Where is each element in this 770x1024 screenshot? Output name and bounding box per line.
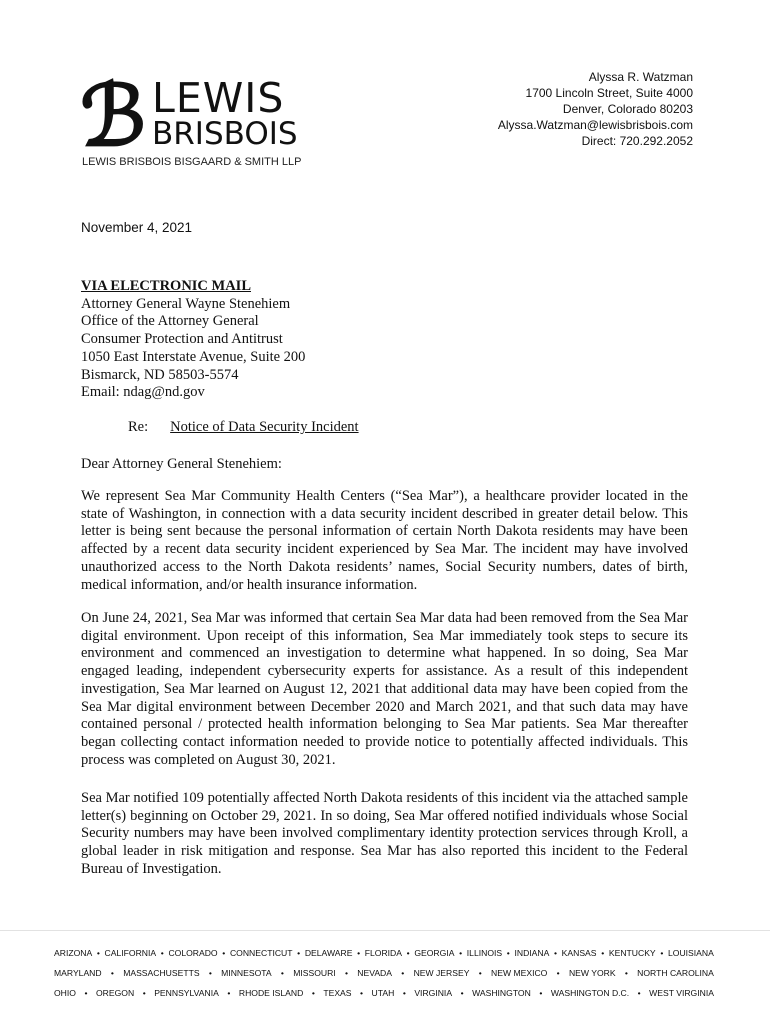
footer-separator: • xyxy=(360,988,364,998)
footer-state: NEW MEXICO xyxy=(491,968,548,978)
footer-separator: • xyxy=(227,988,231,998)
footer-separator: • xyxy=(406,948,410,958)
footer-state: INDIANA xyxy=(514,948,550,958)
footer-separator: • xyxy=(222,948,226,958)
logo-firm-name: LEWIS BRISBOIS BISGAARD & SMITH LLP xyxy=(82,156,302,168)
footer-separator: • xyxy=(556,968,560,978)
footer-state: CONNECTICUT xyxy=(229,948,293,958)
footer-separator: • xyxy=(357,948,361,958)
footer-state: CALIFORNIA xyxy=(104,948,157,958)
recipient-line: 1050 East Interstate Avenue, Suite 200 xyxy=(81,348,306,365)
footer-separator: • xyxy=(280,968,284,978)
footer-separator: • xyxy=(539,988,543,998)
recipient-email[interactable]: Email: ndag@nd.gov xyxy=(81,384,205,401)
body-paragraph: Sea Mar notified 109 potentially affected North Dakota residents of this incident via the attached sample letter(s) beginning on October 29, 2021. In so doing, Sea Mar offered notified individuals whose Social Security numbers may have been involved complimentary identity protection services through Kroll, a global leader in risk mitigation and response. Sea Mar has also reported this incident to the Federal Bureau of Investigation. xyxy=(81,790,688,877)
footer-separator: • xyxy=(601,948,605,958)
footer-separator: • xyxy=(660,948,664,958)
recipient-line: Attorney General Wayne Stenehiem xyxy=(81,295,291,312)
footer-state: WASHINGTON xyxy=(472,988,531,998)
footer-line-3 xyxy=(54,988,714,998)
footer-separator: • xyxy=(84,988,88,998)
sender-street: 1700 Lincoln Street, Suite 4000 xyxy=(525,86,693,100)
sender-name: Alyssa R. Watzman xyxy=(588,70,693,84)
footer-state: MINNESOTA xyxy=(221,968,272,978)
recipient-block xyxy=(81,278,305,402)
letter-date: November 4, 2021 xyxy=(81,220,193,235)
footer-state: ARIZONA xyxy=(54,948,93,958)
footer-separator: • xyxy=(297,948,301,958)
footer-state: NEVADA xyxy=(357,968,392,978)
sender-block xyxy=(498,69,693,149)
recipient-line: Consumer Protection and Antitrust xyxy=(81,331,283,348)
footer-state: KENTUCKY xyxy=(608,948,656,958)
footer-separator: • xyxy=(208,968,212,978)
sender-city: Denver, Colorado 80203 xyxy=(562,102,693,116)
footer-separator: • xyxy=(506,948,510,958)
footer-separator: • xyxy=(460,988,464,998)
footer-separator: • xyxy=(402,988,406,998)
footer-state: ILLINOIS xyxy=(466,948,503,958)
body-paragraph: On June 24, 2021, Sea Mar was informed that certain Sea Mar data had been removed from the Sea Mar digital environment. Upon receipt of this information, Sea Mar immediately took steps to secure its environment and commenced an investigation to determine what happened. In so doing, Sea Mar engaged leading, independent cybersecurity experts for assistance. As a result of this independent investigation, Sea Mar learned on August 12, 2021 that additional data may have been copied from the Sea Mar digital environment between December 2020 and March 2021, and that such data may have contained personal / protected health information belonging to Sea Mar patients. Sea Mar thereafter began collecting contact information needed to provide notice to potentially affected individuals. This process was completed on August 30, 2021. xyxy=(81,610,688,768)
footer-state: PENNSYLVANIA xyxy=(154,988,219,998)
footer-state: NEW JERSEY xyxy=(413,968,470,978)
footer-state: GEORGIA xyxy=(414,948,455,958)
footer-state: UTAH xyxy=(371,988,395,998)
footer-state: LOUISIANA xyxy=(667,948,714,958)
logo-name-brisbois: BRISBOIS xyxy=(152,116,298,152)
footer-state: MASSACHUSETTS xyxy=(123,968,200,978)
delivery-method: VIA ELECTRONIC MAIL xyxy=(81,278,251,294)
footer-state: VIRGINIA xyxy=(414,988,453,998)
footer-separator: • xyxy=(624,968,628,978)
footer-state: WEST VIRGINIA xyxy=(649,988,714,998)
subject-line xyxy=(128,419,359,436)
footer-line-1 xyxy=(54,948,714,958)
footer-separator: • xyxy=(401,968,405,978)
footer-separator: • xyxy=(142,988,146,998)
footer-state: MARYLAND xyxy=(54,968,102,978)
footer-state: KANSAS xyxy=(561,948,597,958)
footer-separator: • xyxy=(311,988,315,998)
footer-separator: • xyxy=(96,948,100,958)
footer-state: NEW YORK xyxy=(568,968,616,978)
salutation: Dear Attorney General Stenehiem: xyxy=(81,456,282,472)
footer-separator: • xyxy=(478,968,482,978)
footer-state: TEXAS xyxy=(323,988,352,998)
footer-state: MISSOURI xyxy=(293,968,336,978)
footer-line-2 xyxy=(54,968,714,978)
footer-state: FLORIDA xyxy=(364,948,402,958)
footer-state: OREGON xyxy=(95,988,135,998)
footer-state: WASHINGTON D.C. xyxy=(550,988,630,998)
sender-direct: Direct: 720.292.2052 xyxy=(581,134,693,148)
footer-separator: • xyxy=(637,988,641,998)
sender-email[interactable]: Alyssa.Watzman@lewisbrisbois.com xyxy=(497,118,693,132)
footer-state: RHODE ISLAND xyxy=(238,988,304,998)
footer-state: DELAWARE xyxy=(304,948,353,958)
footer-state: COLORADO xyxy=(168,948,218,958)
footer-separator: • xyxy=(160,948,164,958)
logo-name-lewis: LEWIS xyxy=(152,74,285,122)
footer-state: OHIO xyxy=(54,988,76,998)
footer-separator: • xyxy=(344,968,348,978)
footer-separator: • xyxy=(459,948,463,958)
recipient-line: Office of the Attorney General xyxy=(81,313,259,330)
footer-state: NORTH CAROLINA xyxy=(637,968,714,978)
logo-monogram-icon: ℬ xyxy=(80,66,147,165)
footer-separator: • xyxy=(110,968,114,978)
subject-label: Re: xyxy=(128,419,149,435)
footer-separator: • xyxy=(553,948,557,958)
body-paragraph: We represent Sea Mar Community Health Centers (“Sea Mar”), a healthcare provider located in the state of Washington, in connection with a data security incident described in greater detail below. This letter is being sent because the personal information of certain North Dakota residents may have been affected by a recent data security incident experienced by Sea Mar. The incident may have involved unauthorized access to the North Dakota residents’ names, Social Security numbers, dates of birth, medical information, and/or health insurance information. xyxy=(81,488,688,593)
recipient-line: Bismarck, ND 58503-5574 xyxy=(81,366,239,383)
subject-text: Notice of Data Security Incident xyxy=(170,419,359,435)
office-locations-footer xyxy=(0,930,770,998)
firm-logo xyxy=(80,66,302,176)
